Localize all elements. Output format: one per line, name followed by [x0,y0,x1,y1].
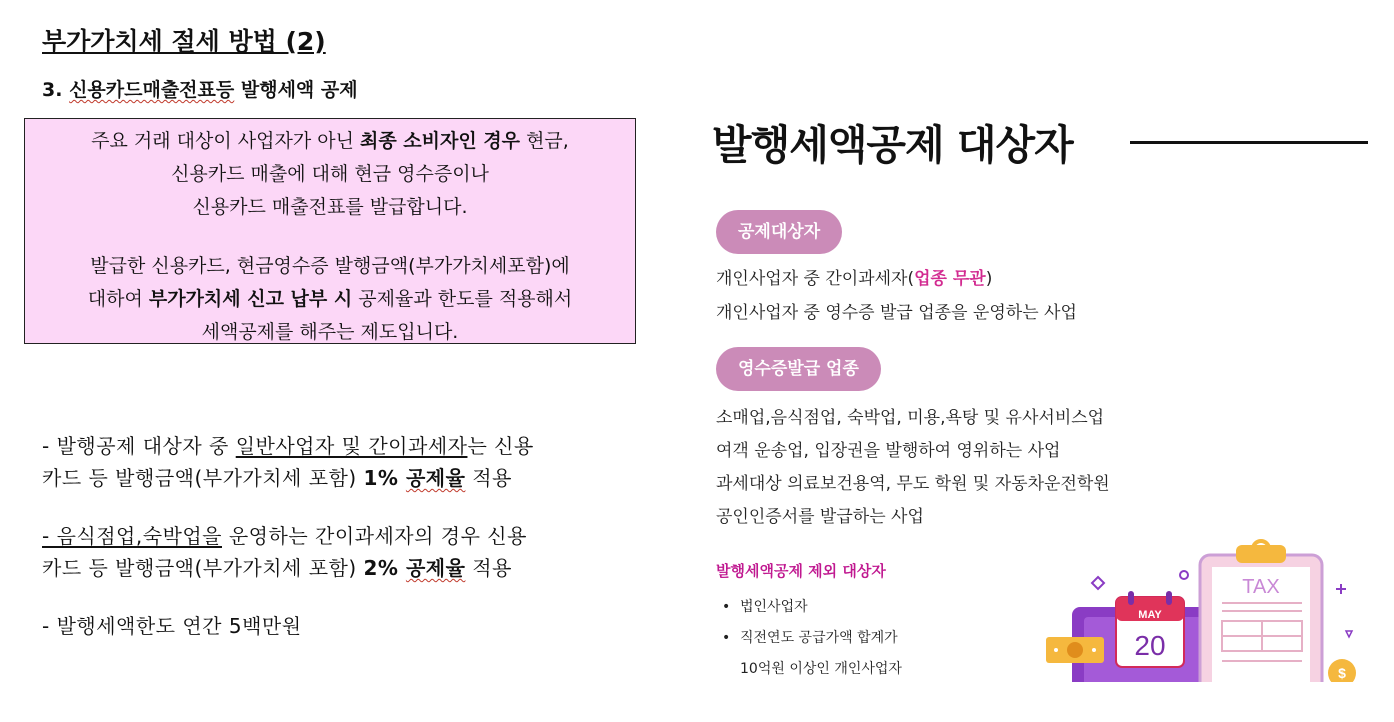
text-span: 현금, [520,130,569,152]
bullet-dot: • [722,630,731,646]
tax-calendar-illustration [1040,535,1360,682]
text-span: 는 신용 [467,434,534,458]
bold-phrase: 부가가치세 신고 납부 시 [148,288,353,310]
underlined-phrase: 일반사업자 및 간이과세자 [235,434,468,458]
banknote-coin [1067,642,1083,658]
circle-sparkle-icon [1180,571,1188,579]
clipboard-clip [1236,545,1286,563]
text-span: 법인사업자 [740,599,808,615]
page-title: 부가가치세 절세 방법 (2) [42,27,326,56]
rate-term: 공제율 [405,466,466,490]
text-span: 공제율과 한도를 적용해서 [352,288,573,310]
subtitle-term: 신용카드매출전표등 [69,79,235,101]
text-span: 적용 [465,466,512,490]
industry-pill: 영수증발급 업종 [716,347,881,391]
rate-percent: 2% [363,556,406,580]
subtitle-rest: 발행세액 공제 [234,79,358,101]
section-subtitle [42,75,358,102]
highlight-phrase: 업종 무관 [914,269,986,289]
explanation-box [24,118,636,344]
excluded-item [722,592,902,623]
rate-bullets [42,430,652,668]
excluded-item [722,623,902,654]
eligible-line-1 [716,264,992,289]
text-span: 카드 등 발행금액(부가가치세 포함) [42,466,364,490]
text-span: 카드 등 발행금액(부가가치세 포함) [42,556,364,580]
explanation-line: 세액공제를 해주는 제도입니다. [201,321,459,343]
text-span: ) [985,269,993,289]
excluded-title: 발행세액공제 제외 대상자 [716,562,886,580]
text-span: 10억원 이상인 개인사업자 [740,661,902,677]
calendar-month: MAY [1138,609,1162,621]
bold-phrase: 최종 소비자인 경우 [359,130,521,152]
banknote-dot [1092,648,1096,652]
bullet-limit: - 발행세액한도 연간 5백만원 [42,614,302,638]
diamond-sparkle-icon [1092,577,1104,589]
heading-rule [1130,141,1368,144]
industry-list [716,402,1110,534]
text-span: - 발행공제 대상자 중 [42,434,236,458]
bullet-general-rate [42,430,652,494]
eligible-line-2: 개인사업자 중 영수증 발급 업종을 운영하는 사업 [716,303,1077,323]
eligible-pill: 공제대상자 [716,210,842,254]
text-span: 주요 거래 대상이 사업자가 아닌 [91,130,360,152]
explanation-line: 신용카드 매출전표를 발급합니다. [192,196,468,218]
industry-item: 공인인증서를 발급하는 사업 [716,507,924,527]
infographic-heading: 발행세액공제 대상자 [712,121,1073,169]
calendar-ring [1166,591,1172,605]
calendar-day: 20 [1134,630,1166,661]
explanation-line: 발급한 신용카드, 현금영수증 발행금액(부가가치세포함)에 [90,255,570,277]
triangle-sparkle-icon [1346,631,1352,637]
coin-symbol: $ [1338,665,1346,681]
calendar-ring [1128,591,1134,605]
explanation-line [25,283,635,316]
banknote-dot [1054,648,1058,652]
bullet-restaurant-rate [42,520,652,584]
subtitle-number: 3. [42,79,70,101]
text-span: 적용 [465,556,512,580]
bullet-dot: • [722,599,731,615]
text-span: 운영하는 간이과세자의 경우 신용 [222,524,527,548]
plus-sparkle-icon [1336,584,1346,594]
excluded-list [722,592,902,685]
text-span: 개인사업자 중 간이과세자( [716,269,915,289]
explanation-line [25,125,635,158]
underlined-phrase: - 음식점업,숙박업을 [42,524,222,548]
explanation-line: 신용카드 매출에 대해 현금 영수증이나 [171,163,489,185]
text-span: 직전연도 공급가액 합계가 [740,630,898,646]
illustration-svg [1040,535,1360,682]
tax-label: TAX [1242,576,1280,598]
industry-item: 소매업,음식점업, 숙박업, 미용,욕탕 및 유사서비스업 [716,408,1105,428]
paragraph-gap [25,224,635,250]
industry-item: 과세대상 의료보건용역, 무도 학원 및 자동차운전학원 [716,474,1110,494]
text-span: 대하여 [87,288,149,310]
rate-term: 공제율 [405,556,466,580]
excluded-item-continuation [722,654,902,685]
rate-percent: 1% [363,466,406,490]
industry-item: 여객 운송업, 입장권을 발행하여 영위하는 사업 [716,441,1061,461]
